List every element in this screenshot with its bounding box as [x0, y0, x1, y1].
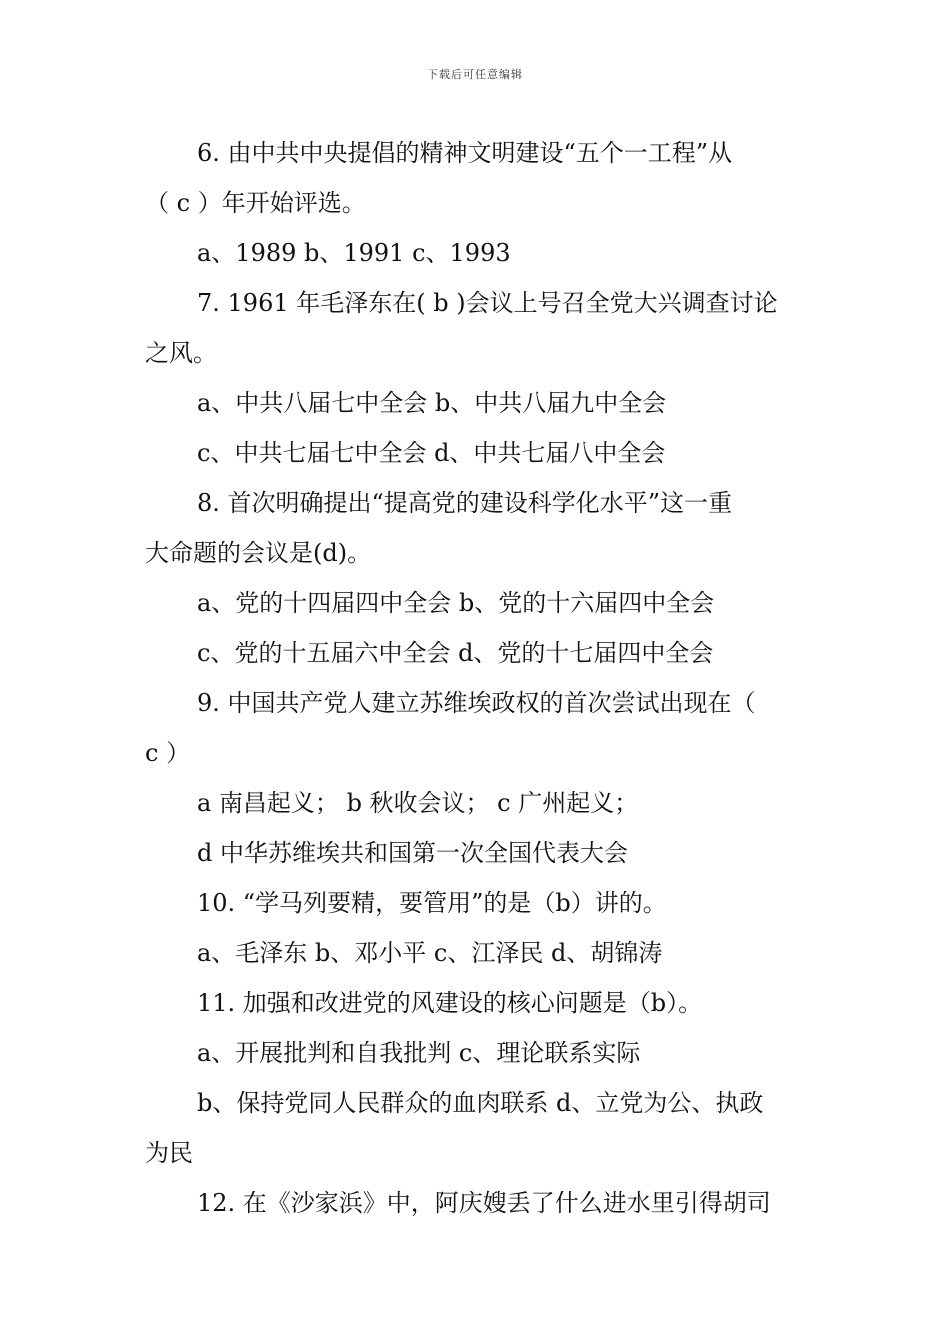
- text-line: 之风。: [145, 339, 217, 367]
- header-note: 下载后可任意编辑: [427, 68, 523, 81]
- text-line: c ）: [145, 739, 191, 767]
- text-line: 11. 加强和改进党的风建设的核心问题是（b）。: [197, 989, 703, 1017]
- text-line: 12. 在《沙家浜》中，阿庆嫂丢了什么进水里引得胡司: [197, 1189, 771, 1217]
- text-line: 为民: [145, 1139, 193, 1167]
- text-line: 6. 由中共中央提倡的精神文明建设“五个一工程”从: [197, 139, 733, 167]
- text-line: a、开展批判和自我批判 c、理论联系实际: [197, 1039, 641, 1067]
- text-line: （ c ）年开始评选。: [145, 189, 366, 217]
- text-line: b、保持党同人民群众的血肉联系 d、立党为公、执政: [197, 1089, 764, 1117]
- text-line: 8. 首次明确提出“提高党的建设科学化水平”这一重: [197, 489, 733, 517]
- text-line: a、中共八届七中全会 b、中共八届九中全会: [197, 389, 667, 417]
- text-line: c、党的十五届六中全会 d、党的十七届四中全会: [197, 639, 714, 667]
- document-body: [145, 128, 810, 1228]
- text-line: d 中华苏维埃共和国第一次全国代表大会: [197, 839, 628, 867]
- text-line: 7. 1961 年毛泽东在( b )会议上号召全党大兴调查讨论: [197, 289, 778, 317]
- text-line: c、中共七届七中全会 d、中共七届八中全会: [197, 439, 666, 467]
- text-line: a 南昌起义； b 秋收会议； c 广州起义；: [197, 789, 639, 817]
- text-line: 9. 中国共产党人建立苏维埃政权的首次尝试出现在（: [197, 689, 756, 717]
- text-line: a、毛泽东 b、邓小平 c、江泽民 d、胡锦涛: [197, 939, 663, 967]
- text-line: a、1989 b、1991 c、1993: [197, 239, 511, 267]
- text-line: 10. “学马列要精，要管用”的是（b）讲的。: [197, 889, 667, 917]
- text-line: 大命题的会议是(d)。: [145, 539, 372, 567]
- text-line: a、党的十四届四中全会 b、党的十六届四中全会: [197, 589, 715, 617]
